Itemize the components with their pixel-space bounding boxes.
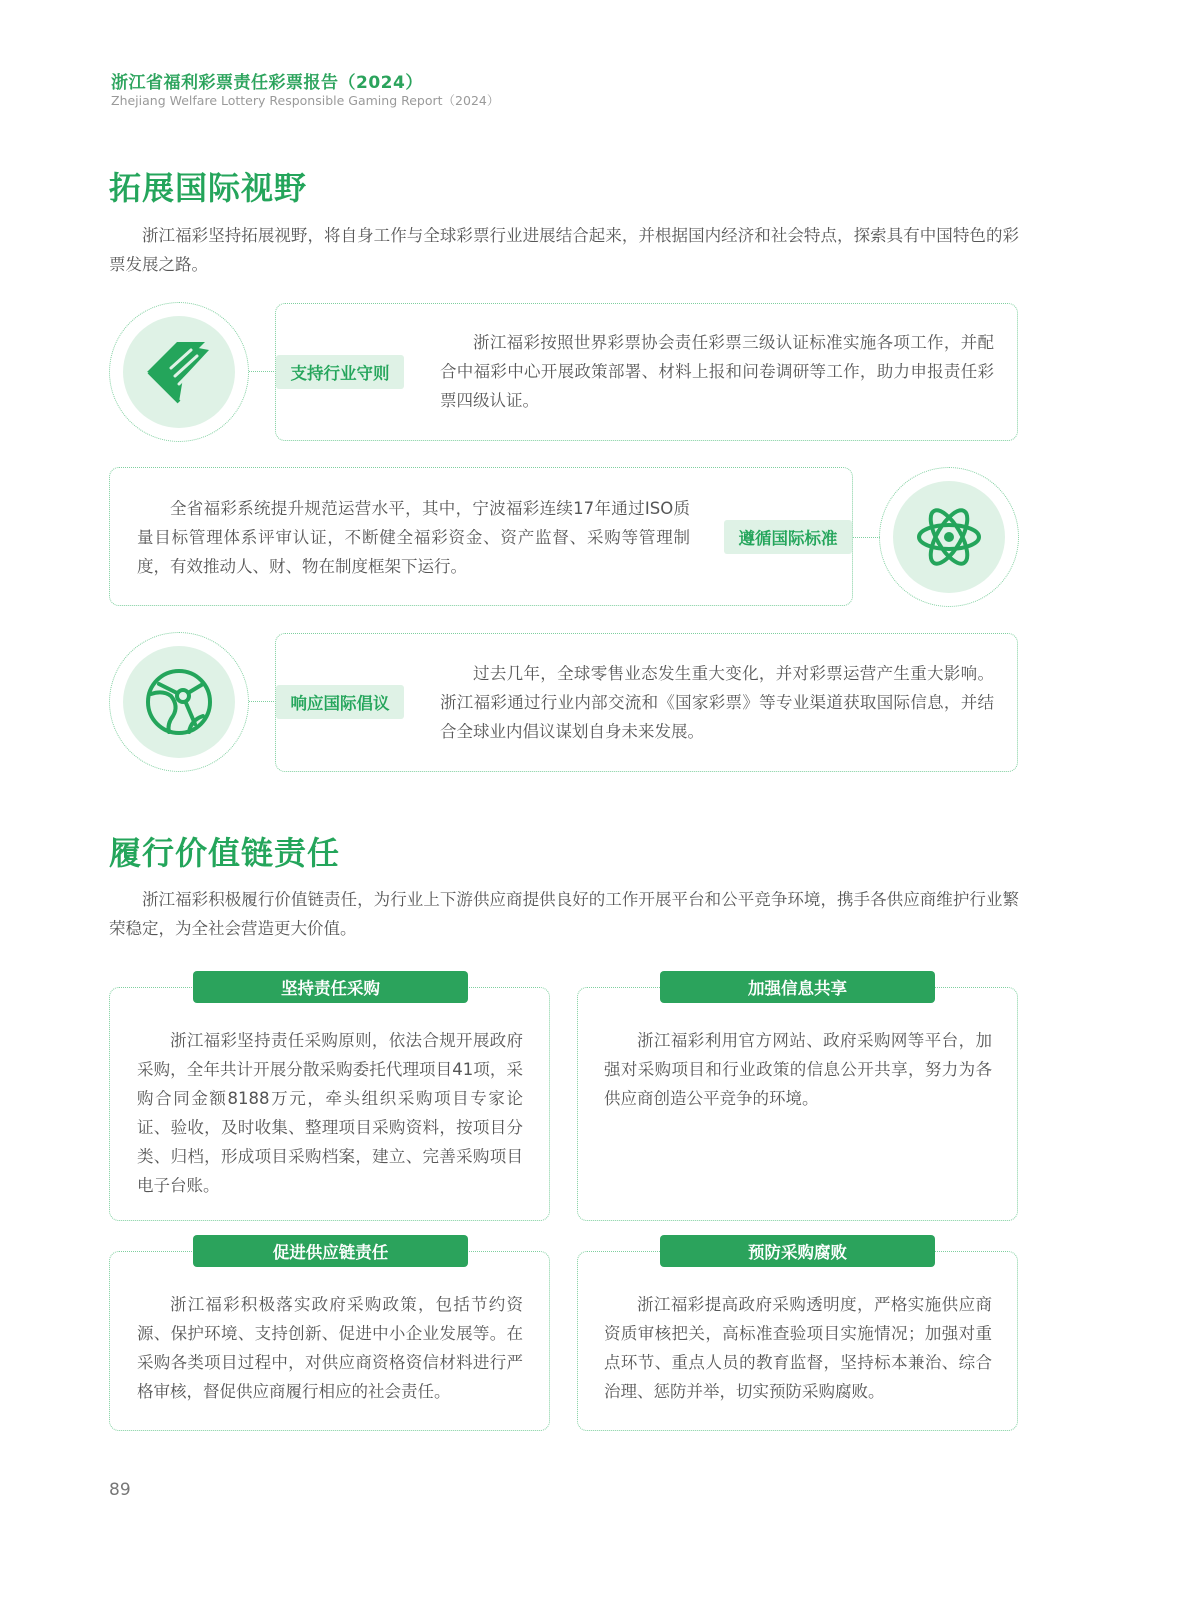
- report-title-en: Zhejiang Welfare Lottery Responsible Gaming Report（2024）: [111, 93, 500, 108]
- globe-network-icon: [143, 666, 215, 738]
- page-number: 89: [109, 1480, 131, 1500]
- section-intro-value-chain: 浙江福彩积极履行价值链责任，为行业上下游供应商提供良好的工作开展平台和公平竞争环境，携手各供应商维护行业繁荣稳定，为全社会营造更大价值。: [109, 890, 1019, 938]
- tag-international-initiative: 响应国际倡议: [276, 685, 404, 719]
- icon-circle: [109, 632, 249, 772]
- icon-circle: [109, 302, 249, 442]
- report-title-cn: 浙江省福利彩票责任彩票报告（2024）: [111, 73, 423, 93]
- box-label-responsible-procurement: 坚持责任采购: [193, 971, 468, 1003]
- tag-international-standard: 遵循国际标准: [724, 520, 852, 554]
- box-label-info-sharing: 加强信息共享: [660, 971, 935, 1003]
- card-text: 全省福彩系统提升规范运营水平，其中，宁波福彩连续17年通过ISO质量目标管理体系评审认证，不断健全福彩资金、资产监督、采购等管理制度，有效推动人、财、物在制度框架下运行。: [137, 499, 690, 576]
- box-label-anti-corruption: 预防采购腐败: [660, 1235, 935, 1267]
- box-text: 浙江福彩提高政府采购透明度，严格实施供应商资质审核把关，高标准查验项目实施情况；加强对重点环节、重点人员的教育监督，坚持标本兼治、综合治理、惩防并举，切实预防采购腐败。: [604, 1295, 992, 1401]
- section-title-value-chain: 履行价值链责任: [109, 834, 341, 872]
- icon-circle: [879, 467, 1019, 607]
- box-label-supply-chain: 促进供应链责任: [193, 1235, 468, 1267]
- box-text: 浙江福彩利用官方网站、政府采购网等平台，加强对采购项目和行业政策的信息公开共享，努力为各供应商创造公平竞争的环境。: [604, 1031, 992, 1108]
- atom-icon: [914, 502, 984, 572]
- box-text: 浙江福彩积极落实政府采购政策，包括节约资源、保护环境、支持创新、促进中小企业发展等。在采购各类项目过程中，对供应商资格资信材料进行严格审核，督促供应商履行相应的社会责任。: [137, 1295, 523, 1401]
- card-text: 浙江福彩按照世界彩票协会责任彩票三级认证标准实施各项工作，并配合中福彩中心开展政策部署、材料上报和问卷调研等工作，助力申报责任彩票四级认证。: [440, 333, 994, 410]
- section-title-international: 拓展国际视野: [109, 169, 308, 207]
- document-stack-icon: [139, 332, 219, 412]
- section-intro-international: 浙江福彩坚持拓展视野，将自身工作与全球彩票行业进展结合起来，并根据国内经济和社会特点，探索具有中国特色的彩票发展之路。: [109, 226, 1019, 274]
- box-text: 浙江福彩坚持责任采购原则，依法合规开展政府采购，全年共计开展分散采购委托代理项目41项，采购合同金额8188万元，牵头组织采购项目专家论证、验收，及时收集、整理项目采购资料，按项目分类、归档，形成项目采购档案，建立、完善采购项目电子台账。: [137, 1031, 523, 1195]
- tag-industry-code: 支持行业守则: [276, 355, 404, 389]
- card-text: 过去几年，全球零售业态发生重大变化，并对彩票运营产生重大影响。浙江福彩通过行业内部交流和《国家彩票》等专业渠道获取国际信息，并结合全球业内倡议谋划自身未来发展。: [440, 664, 994, 741]
